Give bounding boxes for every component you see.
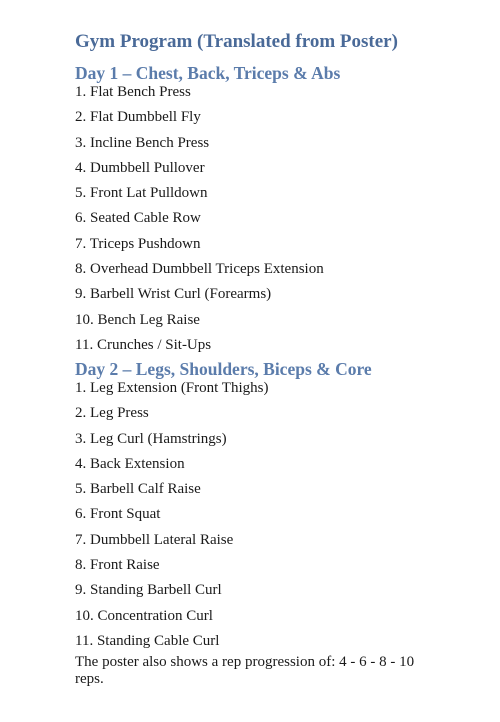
day-1-exercise-list: [75, 84, 475, 354]
day-2-heading: Day 2 – Legs, Shoulders, Biceps & Core: [75, 358, 372, 379]
list-item: 4. Dumbbell Pullover: [75, 159, 205, 176]
list-item: 9. Standing Barbell Curl: [75, 582, 222, 599]
list-item: 4. Back Extension: [75, 455, 185, 472]
rep-progression-note: The poster also shows a rep progression of: 4 - 6 - 8 - 10 reps.: [75, 653, 415, 687]
day-1-heading: Day 1 – Chest, Back, Triceps & Abs: [75, 63, 341, 83]
day-2-section: [75, 358, 475, 650]
list-item: 11. Crunches / Sit-Ups: [75, 336, 212, 353]
list-item: 5. Barbell Calf Raise: [75, 481, 201, 498]
list-item: 2. Flat Dumbbell Fly: [75, 109, 201, 126]
list-item: 8. Overhead Dumbbell Triceps Extension: [75, 261, 324, 278]
page-title: Gym Program (Translated from Poster): [75, 31, 398, 52]
list-item: 1. Leg Extension (Front Thighs): [75, 379, 269, 396]
list-item: 5. Front Lat Pulldown: [75, 185, 208, 202]
list-item: 7. Triceps Pushdown: [75, 235, 201, 252]
list-item: 1. Flat Bench Press: [75, 84, 191, 100]
list-item: 6. Seated Cable Row: [75, 210, 201, 227]
list-item: 3. Incline Bench Press: [75, 134, 210, 151]
list-item: 10. Concentration Curl: [75, 607, 213, 624]
document-page: [75, 30, 475, 688]
list-item: 6. Front Squat: [75, 506, 161, 523]
day-2-exercise-list: [75, 380, 475, 650]
list-item: 3. Leg Curl (Hamstrings): [75, 430, 227, 447]
list-item: 7. Dumbbell Lateral Raise: [75, 531, 234, 548]
list-item: 8. Front Raise: [75, 557, 160, 574]
day-1-section: [75, 62, 475, 354]
list-item: 10. Bench Leg Raise: [75, 311, 200, 328]
list-item: 9. Barbell Wrist Curl (Forearms): [75, 286, 272, 303]
list-item: 2. Leg Press: [75, 405, 149, 422]
list-item: 11. Standing Cable Curl: [75, 632, 220, 649]
